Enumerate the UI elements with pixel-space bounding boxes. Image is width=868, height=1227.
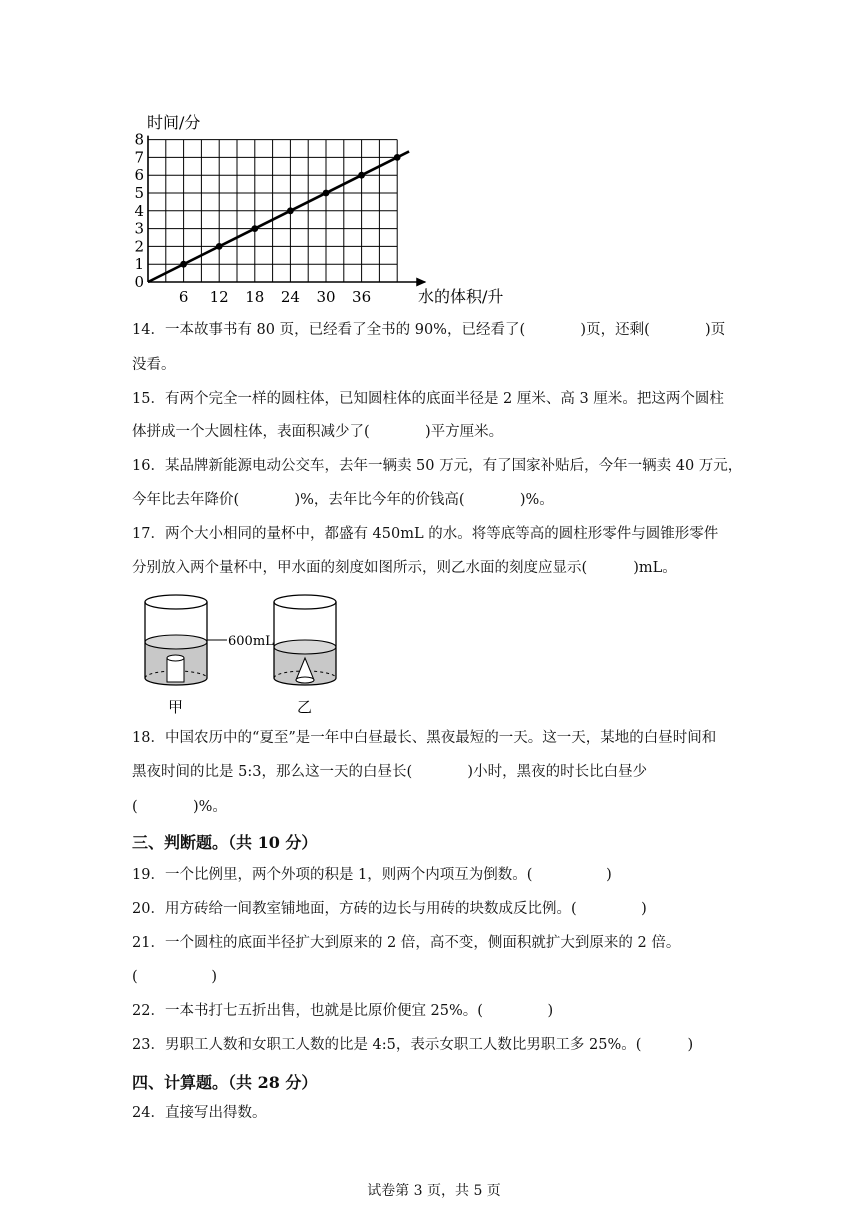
x-tick-label: 12	[209, 288, 229, 306]
y-tick-label: 7	[134, 148, 144, 167]
q21-line-1: 21．一个圆柱的底面半径扩大到原来的 2 倍，高不变，侧面积就扩大到原来的 2 倍。	[132, 935, 681, 951]
beaker-jia	[145, 595, 274, 685]
q22: 22．一本书打七五折出售，也就是比原价便宜 25%。( )	[132, 1003, 554, 1019]
data-point	[251, 225, 258, 232]
beakers-figure	[135, 590, 355, 720]
y-tick-label: 1	[134, 255, 144, 274]
q17-line-1: 17．两个大小相同的量杯中，都盛有 450mL 的水。将等底等高的圆柱形零件与圆锥形零件	[132, 526, 719, 542]
q16-line-1: 16．某品牌新能源电动公交车，去年一辆卖 50 万元，有了国家补贴后，今年一辆卖 40 万元，	[132, 458, 743, 474]
label-jia: 甲	[168, 698, 184, 716]
series-line	[148, 151, 409, 282]
section-calculation: 四、计算题。（共 28 分）	[132, 1073, 318, 1092]
data-point	[216, 243, 223, 250]
section-judgement: 三、判断题。（共 10 分）	[132, 833, 318, 852]
x-tick-label: 6	[178, 288, 189, 306]
x-tick-label: 36	[352, 288, 372, 306]
q21-line-2: ( )	[132, 969, 218, 985]
line-chart	[125, 108, 525, 308]
y-tick-label: 6	[134, 166, 144, 185]
y-tick-label: 3	[134, 219, 144, 238]
chart-grid	[148, 140, 397, 282]
x-axis-label: 水的体积/升	[418, 287, 504, 306]
data-point	[358, 172, 365, 179]
q18-line-2: 黑夜时间的比是 5:3，那么这一天的白昼长( )小时，黑夜的时长比白昼少	[132, 764, 648, 780]
chart-y-ticks	[134, 131, 144, 291]
y-tick-label: 8	[134, 130, 144, 149]
q23: 23．男职工人数和女职工人数的比是 4:5，表示女职工人数比男职工多 25%。( )	[132, 1037, 694, 1053]
q16-line-2: 今年比去年降价( )%，去年比今年的价钱高( )%。	[132, 492, 554, 508]
data-point	[394, 154, 401, 161]
chart-line	[148, 151, 409, 282]
y-tick-label: 4	[134, 201, 144, 220]
x-tick-label: 18	[245, 288, 265, 306]
chart-x-ticks	[179, 288, 371, 306]
y-tick-label: 0	[134, 273, 144, 291]
label-yi: 乙	[297, 698, 313, 716]
q19: 19．一个比例里，两个外项的积是 1，则两个内项互为倒数。( )	[132, 867, 612, 883]
page-footer: 试卷第 3 页，共 5 页	[367, 1183, 501, 1199]
q14-line-2: 没看。	[132, 357, 176, 373]
y-tick-label: 5	[134, 184, 144, 202]
q15-line-1: 15．有两个完全一样的圆柱体，已知圆柱体的底面半径是 2 厘米、高 3 厘米。把这两个圆柱	[132, 391, 724, 407]
q24: 24．直接写出得数。	[132, 1105, 267, 1121]
data-point	[180, 261, 187, 268]
x-tick-label: 24	[280, 288, 300, 306]
y-axis-label: 时间/分	[147, 113, 201, 132]
beaker-yi	[274, 595, 336, 685]
data-point	[287, 207, 294, 214]
data-point	[323, 190, 330, 197]
q14-line-1: 14．一本故事书有 80 页，已经看了全书的 90%，已经看了( )页，还剩( )页	[132, 322, 726, 338]
q20: 20．用方砖给一间教室铺地面，方砖的边长与用砖的块数成反比例。( )	[132, 901, 647, 917]
q17-line-2: 分别放入两个量杯中，甲水面的刻度如图所示，则乙水面的刻度应显示( )mL。	[132, 560, 677, 576]
x-tick-label: 30	[316, 288, 336, 306]
q18-line-3: ( )%。	[132, 799, 227, 815]
y-tick-label: 2	[134, 237, 144, 256]
q18-line-1: 18．中国农历中的“夏至”是一年中白昼最长、黑夜最短的一天。这一天，某地的白昼时间和	[132, 730, 717, 746]
mark-600ml: 600mL	[228, 634, 274, 649]
q15-line-2: 体拼成一个大圆柱体，表面积减少了( )平方厘米。	[132, 424, 504, 440]
